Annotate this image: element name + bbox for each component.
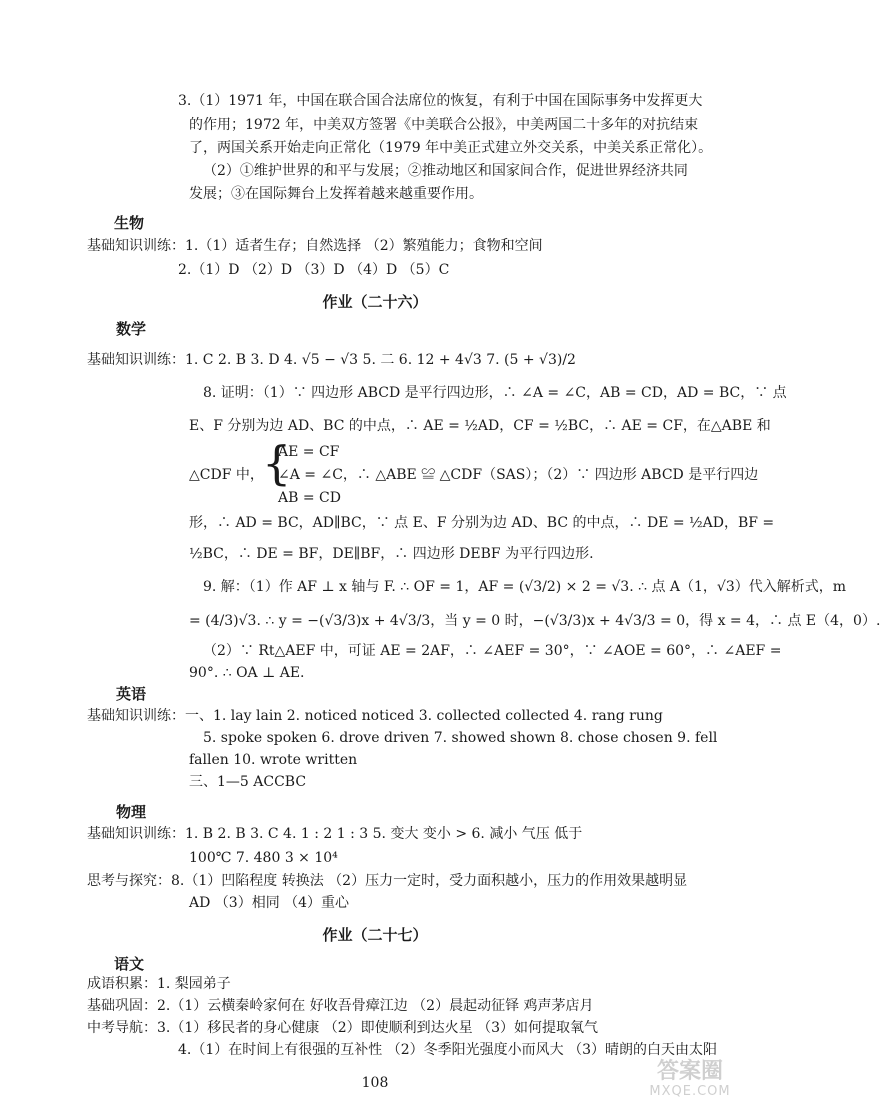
math-system-row3: AB = CD bbox=[278, 490, 341, 506]
chinese-heading: 语文 bbox=[114, 955, 145, 973]
page-number: 108 bbox=[361, 1075, 389, 1091]
math-q9-line3: （2）∵ Rt△AEF 中，可证 AE = 2AF，∴ ∠AEF = 30°，∵ ∠AOE = 60°，∴ ∠AEF = bbox=[203, 643, 782, 659]
math-q8-line2: E、F 分别为边 AD、BC 的中点，∴ AE = ½AD，CF = ½BC，∴ AE = CF，在△ABE 和 bbox=[189, 418, 771, 434]
chinese-line2: 基础巩固：2.（1）云横秦岭家何在 好收吾骨瘴江边 （2）晨起动征铎 鸡声茅店月 bbox=[87, 998, 594, 1014]
history-q3-line4: （2）①维护世界的和平与发展；②推动地区和国家间合作，促进世界经济共同 bbox=[203, 163, 688, 179]
english-line4: 三、1—5 ACCBC bbox=[189, 774, 307, 790]
math-q8-line3-prefix: △CDF 中， bbox=[189, 467, 264, 483]
physics-line3: 思考与探究：8.（1）凹陷程度 转换法 （2）压力一定时，受力面积越小，压力的作用效果越明显 bbox=[87, 873, 688, 889]
physics-line2: 100℃ 7. 480 3 × 10⁴ bbox=[189, 850, 338, 866]
history-q3-line2: 的作用；1972 年，中美双方签署《中美联合公报》，中美两国二十多年的对抗结束 bbox=[189, 117, 699, 133]
english-line1: 基础知识训练：一、1. lay lain 2. noticed noticed 3. collected collected 4. rang rung bbox=[87, 708, 663, 724]
hw27-title: 作业（二十七） bbox=[322, 926, 428, 944]
chinese-line1: 成语积累：1. 梨园弟子 bbox=[87, 976, 231, 992]
biology-line2: 2.（1）D （2）D （3）D （4）D （5）C bbox=[178, 262, 450, 278]
math-line1: 基础知识训练：1. C 2. B 3. D 4. √5 − √3 5. 二 6. 12 + 4√3 7. (5 + √3)/2 bbox=[87, 352, 576, 368]
math-q8-line1: 8. 证明：（1）∵ 四边形 ABCD 是平行四边形，∴ ∠A = ∠C，AB = CD，AD = BC，∵ 点 bbox=[203, 385, 787, 401]
english-heading: 英语 bbox=[116, 685, 147, 703]
biology-line1: 基础知识训练：1.（1）适者生存；自然选择 （2）繁殖能力；食物和空间 bbox=[87, 238, 543, 254]
math-q8-line3-rest: ∠A = ∠C，∴ △ABE ≌ △CDF（SAS）；（2）∵ 四边形 ABCD 是平行四边 bbox=[278, 467, 759, 483]
history-q3-line5: 发展；③在国际舞台上发挥着越来越重要作用。 bbox=[189, 186, 483, 202]
math-heading: 数学 bbox=[116, 320, 147, 338]
math-q9-line2: = (4/3)√3. ∴ y = −(√3/3)x + 4√3/3，当 y = 0 时，−(√3/3)x + 4√3/3 = 0，得 x = 4，∴ 点 E（4，0）. bbox=[189, 613, 880, 629]
watermark-url: MXQE.COM bbox=[649, 1084, 731, 1099]
physics-line1: 基础知识训练：1. B 2. B 3. C 4. 1 : 2 1 : 3 5. 变大 变小 > 6. 减小 气压 低于 bbox=[87, 826, 583, 842]
watermark-logo bbox=[640, 1060, 740, 1104]
english-line3: fallen 10. wrote written bbox=[189, 752, 358, 768]
physics-line4: AD （3）相同 （4）重心 bbox=[189, 895, 350, 911]
math-system-row1: AE = CF bbox=[278, 444, 340, 460]
math-system-brace: { bbox=[262, 436, 292, 490]
math-q8-line5: ½BC，∴ DE = BF，DE∥BF，∴ 四边形 DEBF 为平行四边形. bbox=[189, 546, 594, 562]
physics-heading: 物理 bbox=[116, 803, 147, 821]
history-q3-line3: 了，两国关系开始走向正常化（1979 年中美正式建立外交关系，中美关系正常化）。 bbox=[189, 140, 713, 156]
math-q8-line4: 形，∴ AD = BC，AD∥BC，∵ 点 E、F 分别为边 AD、BC 的中点，∴ DE = ½AD，BF = bbox=[189, 515, 775, 531]
math-q9-line4: 90°. ∴ OA ⊥ AE. bbox=[189, 665, 305, 681]
biology-heading: 生物 bbox=[114, 214, 145, 232]
hw26-title: 作业（二十六） bbox=[322, 293, 428, 311]
chinese-line4: 4.（1）在时间上有很强的互补性 （2）冬季阳光强度小而风大 （3）晴朗的白天由太阳 bbox=[178, 1042, 717, 1058]
chinese-line3: 中考导航：3.（1）移民者的身心健康 （2）即使顺利到达火星 （3）如何提取氧气 bbox=[87, 1020, 598, 1036]
english-line2: 5. spoke spoken 6. drove driven 7. showed shown 8. chose chosen 9. fell bbox=[203, 730, 718, 746]
history-q3-line1: 3.（1）1971 年，中国在联合国合法席位的恢复，有利于中国在国际事务中发挥更大 bbox=[178, 93, 703, 109]
watermark-text: 答案圈 bbox=[656, 1059, 723, 1084]
math-q9-line1: 9. 解：（1）作 AF ⊥ x 轴与 F. ∴ OF = 1，AF = (√3/2) × 2 = √3. ∴ 点 A（1，√3）代入解析式，m bbox=[203, 579, 847, 595]
